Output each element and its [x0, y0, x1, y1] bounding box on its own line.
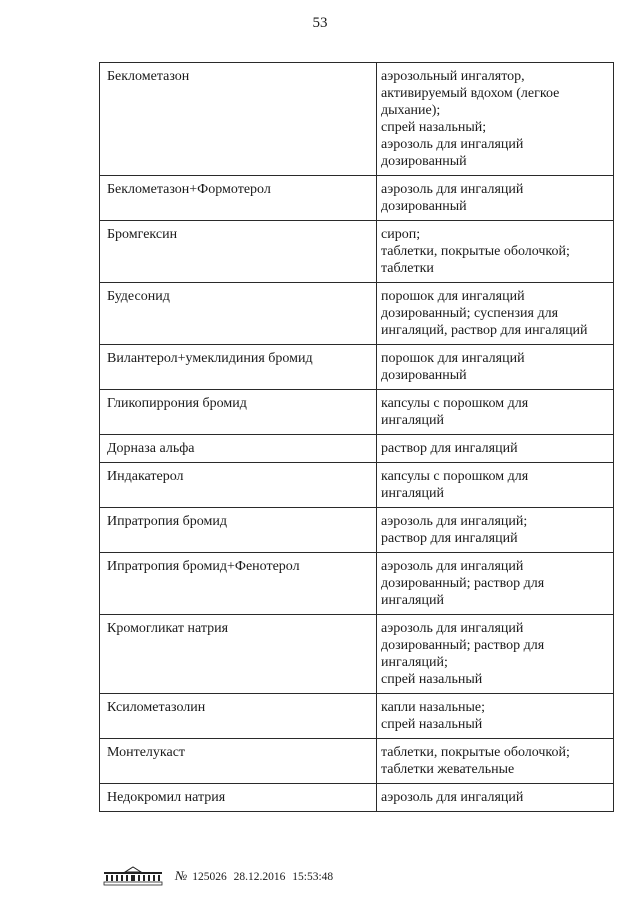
dosage-form-line: дозированный — [381, 368, 467, 383]
dosage-form-cell — [377, 63, 614, 176]
dosage-form-line: аэрозоль для ингаляций; — [381, 514, 528, 529]
dosage-form-cell — [377, 553, 614, 615]
dosage-form-line: раствор для ингаляций — [381, 531, 518, 546]
government-building-seal-icon — [103, 866, 163, 886]
dosage-form-line: дыхание); — [381, 103, 441, 118]
table-row — [100, 63, 614, 176]
dosage-form-cell — [377, 345, 614, 390]
dosage-form-line: ингаляций — [381, 486, 444, 501]
table-row — [100, 739, 614, 784]
drug-name-line: Ипратропия бромид+Фенотерол — [107, 559, 300, 574]
dosage-form-line: спрей назальный — [381, 672, 483, 687]
dosage-form-line: капсулы с порошком для — [381, 396, 529, 411]
table-row — [100, 694, 614, 739]
dosage-form-line: дозированный — [381, 199, 467, 214]
drug-name-line: Беклометазон+Формотерол — [107, 182, 271, 197]
dosage-form-line: аэрозоль для ингаляций — [381, 182, 524, 197]
table-row — [100, 221, 614, 283]
table-row — [100, 784, 614, 812]
dosage-form-line: таблетки, покрытые оболочкой; — [381, 745, 570, 760]
table-row — [100, 390, 614, 435]
drug-name-line: Ипратропия бромид — [107, 514, 227, 529]
drug-name-line: Ксилометазолин — [107, 700, 206, 715]
dosage-form-cell — [377, 283, 614, 345]
dosage-form-line: дозированный; раствор для — [381, 638, 545, 653]
dosage-form-line: спрей назальный — [381, 717, 483, 732]
drug-name-line: Беклометазон — [107, 69, 190, 84]
drug-name-line: Бромгексин — [107, 227, 178, 242]
dosage-form-line: таблетки, покрытые оболочкой; — [381, 244, 570, 259]
dosage-form-line: аэрозольный ингалятор, — [381, 69, 525, 84]
dosage-form-line: порошок для ингаляций — [381, 289, 525, 304]
dosage-form-line: аэрозоль для ингаляций — [381, 559, 524, 574]
dosage-form-line: таблетки — [381, 261, 434, 276]
drug-name-line: Дорназа альфа — [107, 441, 195, 456]
dosage-form-line: раствор для ингаляций — [381, 441, 518, 456]
drug-table-body — [100, 63, 614, 812]
drug-name-line: Индакатерол — [107, 469, 184, 484]
dosage-form-line: ингаляций — [381, 413, 444, 428]
dosage-form-line: спрей назальный; — [381, 120, 487, 135]
dosage-form-cell — [377, 176, 614, 221]
drug-name-line: Будесонид — [107, 289, 170, 304]
dosage-form-line: активируемый вдохом (легкое — [381, 86, 560, 101]
dosage-form-line: аэрозоль для ингаляций — [381, 137, 524, 152]
table-row — [100, 176, 614, 221]
dosage-form-cell — [377, 615, 614, 694]
drug-name-cell — [100, 508, 377, 553]
drug-name-cell — [100, 390, 377, 435]
dosage-form-line: сироп; — [381, 227, 421, 242]
dosage-form-line: аэрозоль для ингаляций — [381, 621, 524, 636]
dosage-form-line: ингаляций; — [381, 655, 448, 670]
drug-name-cell — [100, 463, 377, 508]
dosage-form-cell — [377, 508, 614, 553]
number-sign: № — [175, 868, 188, 883]
document-time: 15:53:48 — [292, 871, 334, 883]
table-row — [100, 615, 614, 694]
drug-name-cell — [100, 784, 377, 812]
drug-name-cell — [100, 553, 377, 615]
drug-name-cell — [100, 63, 377, 176]
drug-name-cell — [100, 345, 377, 390]
table-row — [100, 345, 614, 390]
dosage-form-cell — [377, 390, 614, 435]
dosage-form-cell — [377, 435, 614, 463]
dosage-form-line: дозированный — [381, 154, 467, 169]
drug-table — [99, 62, 614, 812]
drug-name-cell — [100, 739, 377, 784]
dosage-form-line: таблетки жевательные — [381, 762, 515, 777]
dosage-form-line: ингаляций, раствор для ингаляций — [381, 323, 588, 338]
registration-stamp — [103, 866, 333, 886]
dosage-form-line: дозированный; суспензия для — [381, 306, 559, 321]
table-row — [100, 508, 614, 553]
table-row — [100, 435, 614, 463]
drug-name-cell — [100, 615, 377, 694]
dosage-form-line: дозированный; раствор для — [381, 576, 545, 591]
dosage-form-line: капсулы с порошком для — [381, 469, 529, 484]
dosage-form-line: капли назальные; — [381, 700, 486, 715]
dosage-form-line: порошок для ингаляций — [381, 351, 525, 366]
table-row — [100, 283, 614, 345]
document-date: 28.12.2016 — [233, 871, 286, 883]
dosage-form-line: ингаляций — [381, 593, 444, 608]
drug-name-line: Монтелукаст — [107, 745, 186, 760]
drug-name-cell — [100, 221, 377, 283]
drug-name-line: Вилантерол+умеклидиния бромид — [107, 351, 313, 366]
drug-name-line: Гликопиррония бромид — [107, 396, 247, 411]
dosage-form-cell — [377, 221, 614, 283]
drug-name-line: Недокромил натрия — [107, 790, 226, 805]
dosage-form-line: аэрозоль для ингаляций — [381, 790, 524, 805]
document-number: 125026 — [192, 871, 227, 883]
dosage-form-cell — [377, 463, 614, 508]
page-number: 53 — [312, 15, 328, 31]
drug-name-cell — [100, 435, 377, 463]
drug-name-cell — [100, 176, 377, 221]
drug-name-line: Кромогликат натрия — [107, 621, 229, 636]
dosage-form-cell — [377, 739, 614, 784]
drug-name-cell — [100, 283, 377, 345]
dosage-form-cell — [377, 784, 614, 812]
table-row — [100, 553, 614, 615]
drug-name-cell — [100, 694, 377, 739]
dosage-form-cell — [377, 694, 614, 739]
table-row — [100, 463, 614, 508]
